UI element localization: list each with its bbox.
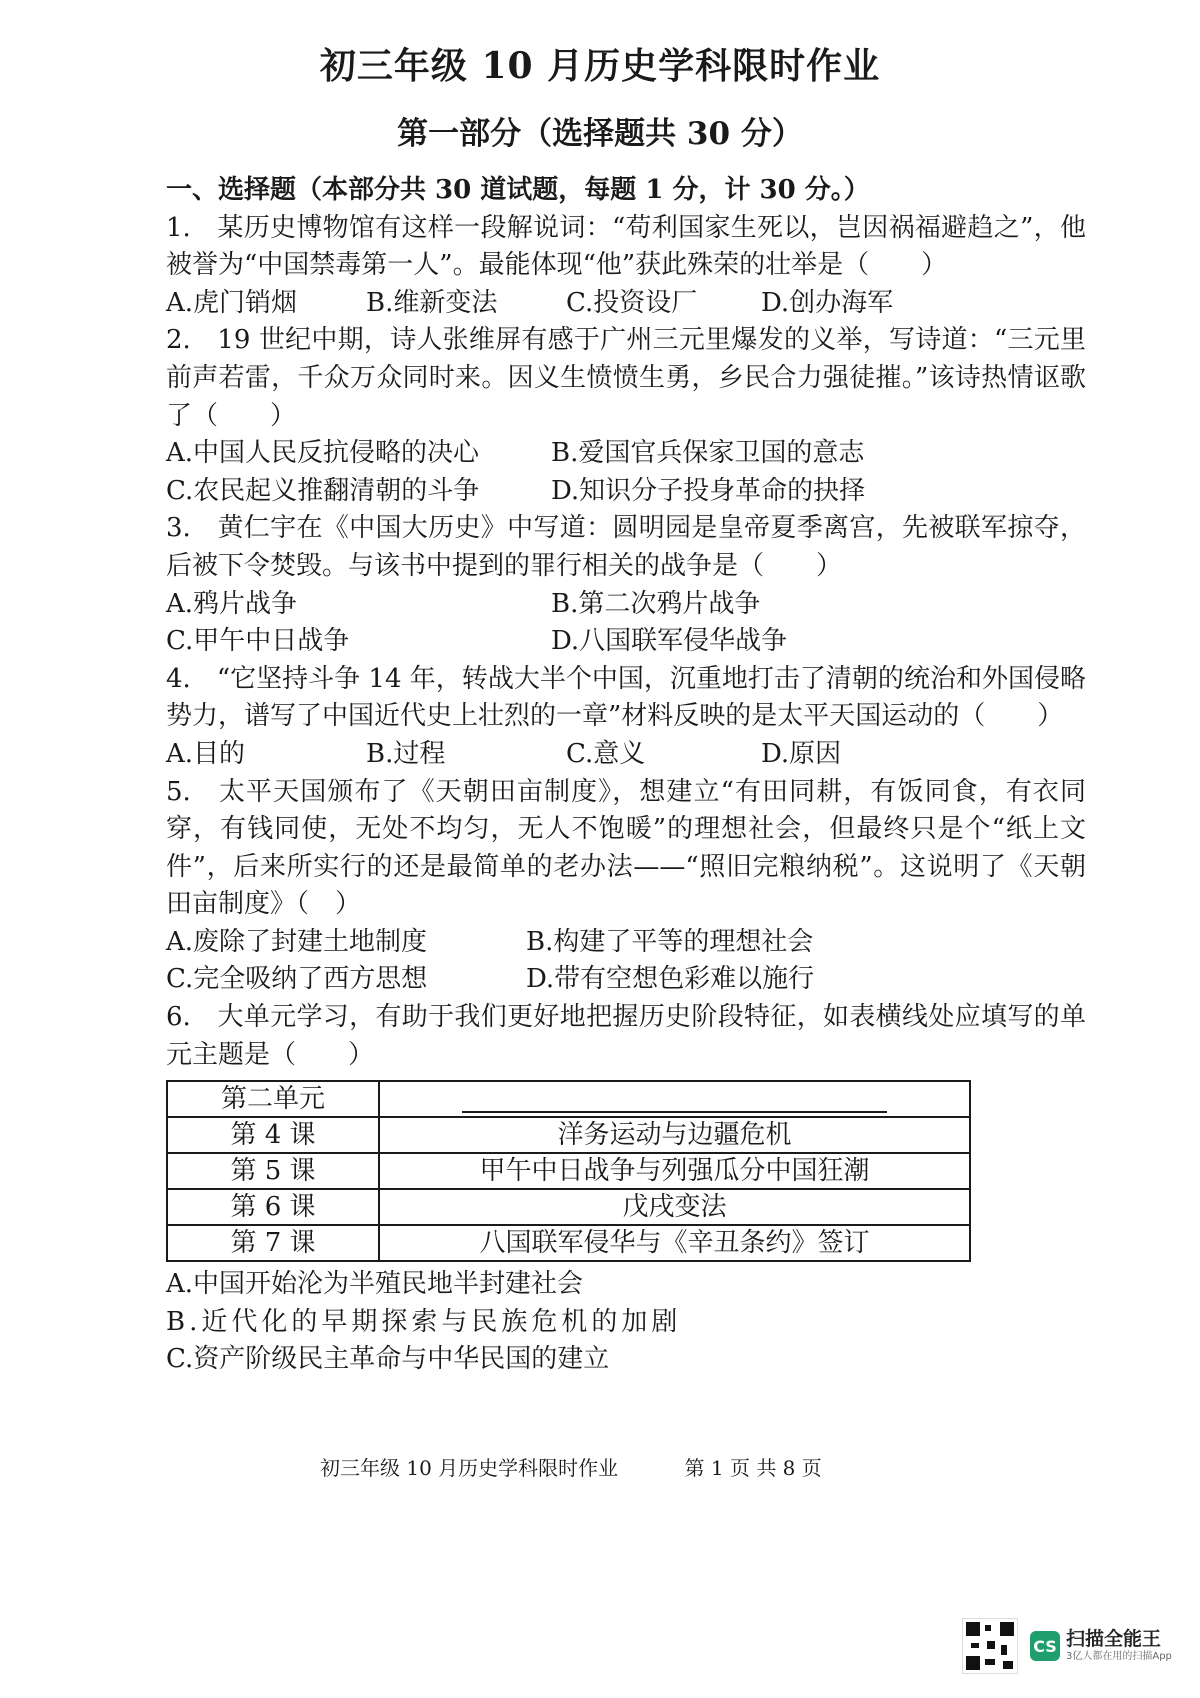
option-d: D.带有空想色彩难以施行	[526, 964, 815, 995]
option-d: D.原因	[761, 738, 842, 769]
question-2-options-row2	[166, 473, 1086, 511]
option-b: B.构建了平等的理想社会	[526, 926, 814, 957]
page-title: 初三年级 10 月历史学科限时作业	[319, 45, 881, 87]
question-6-stem: 6. 大单元学习，有助于我们更好地把握历史阶段特征，如表横线处应填写的单元主题是（ ）	[166, 1002, 1086, 1070]
table-cell: 甲午中日战争与列强瓜分中国狂潮	[379, 1153, 970, 1189]
option-b: B.第二次鸦片战争	[551, 588, 761, 619]
fill-blank-line	[462, 1087, 887, 1113]
option-b: B.近代化的早期探索与民族危机的加剧	[166, 1306, 682, 1337]
option-d: D.八国联军侵华战争	[551, 626, 788, 657]
table-cell: 第 4 课	[167, 1117, 379, 1153]
option-a: A.废除了封建土地制度	[166, 926, 428, 957]
option-b: B.过程	[366, 738, 446, 769]
option-a: A.中国开始沦为半殖民地半封建社会	[166, 1269, 584, 1300]
question-3-options-row2	[166, 623, 1086, 661]
table-row	[167, 1189, 970, 1225]
question-2-stem: 2. 19 世纪中期，诗人张维屏有感于广州三元里爆发的义举，写诗道：“三元里前声若雷，千众万众同时来。因义生愤愤生勇，乡民合力强徒摧。”该诗热情讴歌了（ ）	[166, 325, 1086, 431]
question-1-stem: 1. 某历史博物馆有这样一段解说词：“苟利国家生死以，岂因祸福避趋之”，他被誉为“中国禁毒第一人”。最能体现“他”获此殊荣的壮举是（ ）	[166, 212, 1086, 281]
camscanner-logo-icon: CS	[1030, 1631, 1060, 1661]
table-row	[167, 1081, 970, 1117]
option-d: D.创办海军	[761, 287, 894, 318]
question-5-stem: 5. 太平天国颁布了《天朝田亩制度》，想建立“有田同耕，有饭同食，有衣同穿，有钱同使，无处不均匀，无人不饱暖”的理想社会，但最终只是个“纸上文件”，后来所实行的还是最简单的老办法——“照旧完粮纳税”。这说明了《天朝田亩制度》（ ）	[166, 776, 1086, 920]
table-row	[167, 1225, 970, 1261]
part-subtitle: 第一部分（选择题共 30 分）	[397, 116, 803, 152]
option-c: C.投资设厂	[566, 287, 698, 318]
footer-page-number: 第 1 页 共 8 页	[684, 1456, 822, 1480]
table-cell-blank	[379, 1081, 970, 1117]
table-cell: 第 6 课	[167, 1189, 379, 1225]
option-c: C.资产阶级民主革命与中华民国的建立	[166, 1344, 610, 1375]
option-c: C.意义	[566, 738, 646, 769]
option-c: C.农民起义推翻清朝的斗争	[166, 475, 480, 506]
option-d: D.知识分子投身革命的抉择	[551, 475, 866, 506]
table-cell: 洋务运动与边疆危机	[379, 1117, 970, 1153]
option-a: A.虎门销烟	[166, 287, 298, 318]
option-a: A.目的	[166, 738, 246, 769]
option-a: A.中国人民反抗侵略的决心	[166, 438, 480, 469]
table-cell: 八国联军侵华与《辛丑条约》签订	[379, 1225, 970, 1261]
option-a: A.鸦片战争	[166, 588, 298, 619]
question-4-stem: 4. “它坚持斗争 14 年，转战大半个中国，沉重地打击了清朝的统治和外国侵略势力，谱写了中国近代史上壮烈的一章”材料反映的是太平天国运动的（ ）	[166, 663, 1086, 732]
option-b: B.维新变法	[366, 287, 498, 318]
footer-doc-name: 初三年级 10 月历史学科限时作业	[320, 1456, 619, 1480]
watermark-text	[1066, 1628, 1172, 1664]
question-3-stem: 3. 黄仁宇在《中国大历史》中写道：圆明园是皇帝夏季离宫，先被联军掠夺，后被下令焚毁。与该书中提到的罪行相关的战争是（ ）	[166, 513, 1086, 581]
question-4-options	[166, 736, 1086, 774]
qr-code-icon	[962, 1618, 1018, 1674]
option-c: C.完全吸纳了西方思想	[166, 964, 428, 995]
scanner-watermark	[962, 1618, 1172, 1674]
question-3-options-row1	[166, 586, 1086, 624]
question-5-options-row2	[166, 961, 1086, 999]
table-row	[167, 1117, 970, 1153]
table-cell: 第 7 课	[167, 1225, 379, 1261]
watermark-brand: 扫描全能王	[1066, 1628, 1162, 1650]
question-content	[166, 172, 1086, 1379]
table-cell: 第二单元	[167, 1081, 379, 1117]
option-c: C.甲午中日战争	[166, 626, 350, 657]
option-b: B.爱国官兵保家卫国的意志	[551, 438, 865, 469]
watermark-tagline: 3亿人都在用的扫描App	[1066, 1651, 1172, 1662]
table-cell: 第 5 课	[167, 1153, 379, 1189]
page-footer	[320, 1452, 822, 1481]
question-5-options-row1	[166, 924, 1086, 962]
table-cell: 戊戌变法	[379, 1189, 970, 1225]
question-2-options-row1	[166, 435, 1086, 473]
unit-table	[166, 1080, 971, 1262]
section-heading: 一、选择题（本部分共 30 道试题，每题 1 分，计 30 分。）	[166, 175, 870, 205]
question-1-options	[166, 285, 1086, 323]
table-row	[167, 1153, 970, 1189]
